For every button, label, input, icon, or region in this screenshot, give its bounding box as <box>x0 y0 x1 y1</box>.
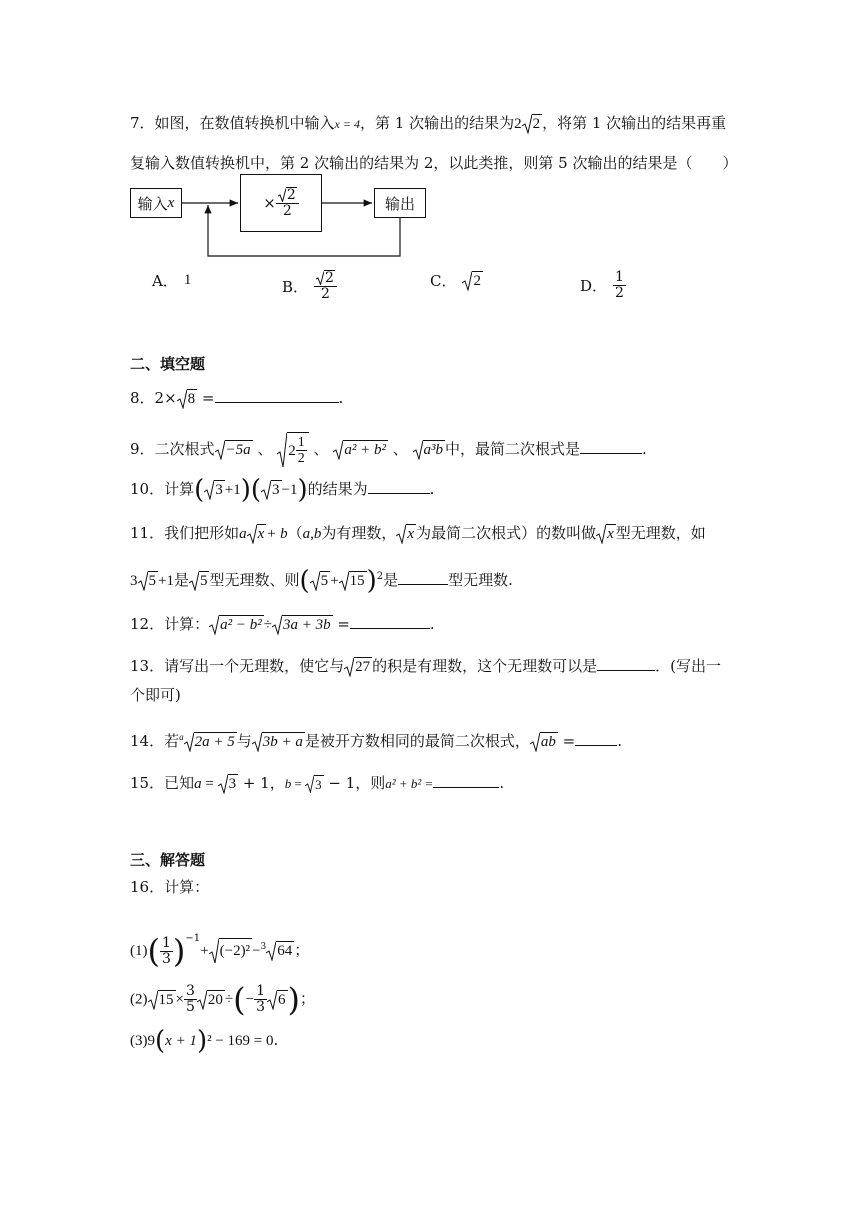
q15-end: . <box>499 774 505 792</box>
q14-equals: = <box>557 732 576 750</box>
q15-a-var: a <box>194 776 202 792</box>
option-a-value: 1 <box>183 272 192 288</box>
q16-p2-radicand-2: 20 <box>207 991 223 1008</box>
question-10: 10．计算( 3 +1)( 3 −1)的结果为 . <box>130 475 435 505</box>
q11-l2-radicand-2: 5 <box>199 573 208 589</box>
question-16-part-2: (2) 15 × $\frac{3}{5}$ 20 ÷(− $\frac{1}{3}$ 6 )； <box>130 980 315 1019</box>
question-8: 8．2× 8 = . <box>130 389 344 407</box>
q10-radical-1 <box>204 480 225 500</box>
output-label: 输出 <box>384 194 415 213</box>
option-b <box>282 270 337 302</box>
q16-p2-radical-1 <box>148 990 176 1010</box>
q16-p3-inner: x + 1 <box>165 1033 197 1049</box>
q11-l2-plus: + <box>330 573 339 589</box>
q9-mixed-den: 2 <box>297 451 305 466</box>
q16-p1-exponent: −1 <box>185 933 201 944</box>
operation-denominator: 2 <box>282 203 292 219</box>
option-d-denominator: 2 <box>615 285 624 301</box>
q15-expression: a² + b² = <box>385 776 434 791</box>
q16-p1-radical <box>209 938 252 964</box>
q16-p3-end: . <box>273 1031 279 1049</box>
q11-l2-radicand-3: 5 <box>320 573 329 589</box>
q16-p2-gnum: 1 <box>256 983 265 999</box>
q11-l2-radicand-4: 15 <box>349 573 365 589</box>
q14-radical-1 <box>184 732 237 752</box>
q11-radical-x <box>396 524 416 544</box>
q14-text-c: 是被开方数相同的最简二次根式， <box>304 732 530 750</box>
q14-text-b: 与 <box>236 732 252 750</box>
q16-p3-number: (3) <box>130 1033 148 1049</box>
q7-text-a: 7．如图，在数值转换机中输入 <box>130 114 335 132</box>
q16-p1-radicand: (−2)² <box>219 938 252 964</box>
q16-p2-fraction-1 <box>184 984 197 1015</box>
q9-text-a: 9．二次根式 <box>130 440 215 458</box>
q9-sep-2: 、 <box>313 440 329 458</box>
q16-p2-radicand-3: 6 <box>278 991 286 1008</box>
q16-p2-fden: 5 <box>185 999 195 1015</box>
q15-radical-1 <box>218 774 239 794</box>
q10-minus: −1 <box>281 482 298 498</box>
input-var: x <box>167 194 175 211</box>
q14-end: . <box>617 732 622 750</box>
question-16-title: 16．计算： <box>130 878 210 896</box>
q7-first-output-radicand: 2 <box>532 116 541 132</box>
q15-radical-2 <box>305 775 324 794</box>
option-c-radicand: 2 <box>473 272 481 289</box>
q16-p2-end: ； <box>299 989 315 1008</box>
q11-radical-x2 <box>596 524 616 544</box>
q11-l2-radical-1 <box>138 571 159 591</box>
option-c-radical <box>462 271 483 291</box>
operation-radicand: 2 <box>286 187 296 203</box>
q16-p3-coef: 9 <box>147 1033 155 1049</box>
q11-l2-coef: 3 <box>130 573 138 589</box>
q13-radicand: 27 <box>355 659 371 675</box>
option-b-letter: B． <box>282 277 309 296</box>
q11-text-c: 为有理数， <box>321 524 397 542</box>
q10-radicand-2: 3 <box>272 482 280 498</box>
q13-answer-blank[interactable] <box>597 656 655 671</box>
q13-text-c: ．(写出一 <box>655 657 721 675</box>
q16-p1-fraction <box>160 936 173 967</box>
q7-text-c: ，将第 1 次输出的结果再重 <box>542 114 727 132</box>
q7-text-b: ，第 1 次输出的结果为 <box>359 114 515 132</box>
q9-mixed-whole: 2 <box>288 442 296 459</box>
q9-radicand-4: a³b <box>423 442 444 458</box>
q10-plus: +1 <box>224 482 241 498</box>
q15-b-var: b <box>284 776 292 791</box>
q16-p1-number: (1) <box>130 943 148 959</box>
question-9 <box>130 432 647 468</box>
diagram-arrows <box>0 0 860 300</box>
option-b-fraction <box>314 270 337 302</box>
q12-radicand-1: a² − b² <box>220 617 262 633</box>
q11-answer-blank[interactable] <box>398 570 448 585</box>
option-b-radicand: 2 <box>325 270 334 286</box>
q12-end: . <box>429 615 435 633</box>
section-3-title: 三、解答题 <box>130 851 206 869</box>
q9-text-b: 中，最简二次根式是 <box>445 440 581 458</box>
q9-end: . <box>642 440 647 458</box>
q10-end: . <box>429 480 435 498</box>
q16-p1-plus: + <box>200 943 209 959</box>
q11-l2-text-b: +1是 <box>158 573 189 589</box>
q8-text: 8．2× <box>130 389 177 407</box>
q16-p2-fnum: 3 <box>185 983 195 999</box>
option-c-letter: C． <box>430 272 457 290</box>
q11-expr-x: x <box>257 526 265 542</box>
q9-sep-3: 、 <box>392 440 408 458</box>
option-d <box>580 270 626 301</box>
q14-root-index: a <box>179 732 184 742</box>
q15-eq-2: = <box>291 776 306 791</box>
input-label: 输入 <box>137 194 168 213</box>
q16-p2-fraction-2 <box>254 984 267 1015</box>
q11-text-a: 11．我们把形如 <box>130 524 240 542</box>
q16-p1-root-index: 3 <box>260 942 267 952</box>
q10-text-a: 10．计算 <box>130 480 195 498</box>
option-a <box>152 270 191 291</box>
q16-p1-minus: − <box>252 943 261 959</box>
q13-text-b: 的积是有理数，这个无理数可以是 <box>372 657 598 675</box>
q16-p1-cube-root <box>266 941 294 961</box>
q13-text-a: 13．请写出一个无理数，使它与 <box>130 657 345 675</box>
q12-equals: = <box>332 615 350 633</box>
q8-answer-blank[interactable] <box>215 388 339 403</box>
q11-x2: x <box>607 526 614 542</box>
q11-l2-radical-4 <box>339 571 367 591</box>
q10-answer-blank[interactable] <box>368 479 430 494</box>
q11-x: x <box>407 526 415 542</box>
q12-answer-blank[interactable] <box>350 614 430 629</box>
q12-radical-1 <box>209 615 264 635</box>
q16-p2-neg: − <box>245 991 255 1008</box>
q16-p2-div: ÷ <box>224 991 234 1008</box>
option-d-numerator: 1 <box>615 269 624 285</box>
q16-p2-times: × <box>175 991 184 1008</box>
q11-expr-radical <box>247 524 267 544</box>
q12-div: ÷ <box>263 617 272 633</box>
q11-l2-radical-3 <box>310 571 331 591</box>
q11-l2-text-d: 是 <box>383 571 399 589</box>
q8-equals: = <box>197 389 215 407</box>
q16-p1-end: ； <box>294 941 310 959</box>
q16-p2-radical-3 <box>267 990 288 1010</box>
question-12 <box>130 613 435 636</box>
q11-text-d: 为最简二次根式）的数叫做 <box>416 524 597 542</box>
q16-p2-radical-2 <box>197 990 225 1010</box>
q15-minus-2: − 1，则 <box>323 774 386 792</box>
q9-sep-1: 、 <box>257 440 273 458</box>
q11-l2-text-e: 型无理数. <box>448 571 513 589</box>
q15-eq-1: = <box>201 776 218 792</box>
q9-radicand-3: a² + b² <box>344 442 386 458</box>
q14-answer-blank[interactable] <box>575 731 617 746</box>
q11-ab: a,b <box>302 526 322 542</box>
question-13-line-2: 个即可) <box>130 686 181 704</box>
q9-mixed-num: 1 <box>297 435 305 450</box>
q15-plus-1: + 1， <box>238 774 285 792</box>
q9-radical-4 <box>413 440 446 460</box>
q9-radical-1 <box>215 440 253 460</box>
question-14 <box>130 726 622 752</box>
q11-expr-b: + b <box>266 526 288 542</box>
q9-radical-3 <box>333 440 388 460</box>
q11-l2-radicand-1: 5 <box>148 573 156 589</box>
q16-p3-rest: ² − 169 = 0 <box>207 1033 274 1049</box>
q16-p1-num: 1 <box>161 934 171 951</box>
q13-radical <box>344 657 372 677</box>
q9-answer-blank[interactable] <box>580 439 642 454</box>
q8-radicand: 8 <box>187 391 196 407</box>
q11-expr-a: a <box>239 526 247 542</box>
q10-text-b: 的结果为 <box>307 480 368 498</box>
q15-radicand-2: 3 <box>315 776 322 792</box>
q15-text-a: 15．已知 <box>130 774 195 792</box>
q7-input-value: x = 4 <box>334 117 360 131</box>
q11-l2-radical-2 <box>189 571 210 591</box>
option-b-denominator: 2 <box>321 286 330 302</box>
q9-radicand-1: −5a <box>225 442 251 458</box>
q16-p2-number: (2) <box>130 991 148 1008</box>
q14-radicand-2: 3b + a <box>262 734 303 750</box>
q15-radicand-1: 3 <box>228 776 237 792</box>
q7-first-output-coef: 2 <box>514 116 522 132</box>
q12-radicand-2: 3a + 3b <box>282 617 331 633</box>
q16-p2-gden: 3 <box>256 999 265 1015</box>
q14-radical-2 <box>252 732 305 752</box>
option-d-fraction <box>613 270 626 301</box>
section-2-title: 二、填空题 <box>130 355 206 373</box>
q14-radicand-3: ab <box>540 734 556 750</box>
q16-p2-radicand-1: 15 <box>158 991 174 1008</box>
q12-text-a: 12．计算： <box>130 615 210 633</box>
question-11-line-1 <box>130 522 706 545</box>
q14-radicand-1: 2a + 5 <box>194 734 235 750</box>
q9-radical-2 <box>277 432 309 468</box>
q11-text-e: 型无理数，如 <box>615 524 706 542</box>
q9-mixed-fraction <box>296 435 307 466</box>
q16-p1-den: 3 <box>161 950 171 967</box>
q12-radical-2 <box>272 615 333 635</box>
q10-radicand-1: 3 <box>215 482 223 498</box>
option-d-letter: D． <box>580 277 608 295</box>
q11-text-b: （ <box>287 524 303 542</box>
question-16-part-3: (3)9(x + 1)² − 169 = 0. <box>130 1026 279 1056</box>
question-15 <box>130 772 504 795</box>
q16-p1-cube-radicand: 64 <box>277 943 293 959</box>
question-7-line-2: 复输入数值转换机中，第 2 次输出的结果为 2，以此类推，则第 5 次输出的结果是（ ） <box>130 154 738 172</box>
q11-l2-text-c: 型无理数、则 <box>209 571 300 589</box>
q15-answer-blank[interactable] <box>433 773 499 788</box>
q14-radical-3 <box>530 732 558 752</box>
q8-radical <box>177 389 198 409</box>
question-16-part-1: (1)( $\frac{1}{3}$ )$^{-1}$+ (−2)² −$^3$ 64 ； <box>130 932 310 970</box>
option-c <box>430 270 483 291</box>
question-11-line-2: 3 5 +1是 5 型无理数、则( 5 + 15 )$^2$是 型无理数. <box>130 566 513 596</box>
operation-times: × <box>263 194 276 212</box>
q10-radical-2 <box>261 480 282 500</box>
q14-text-a: 14．若 <box>130 732 180 750</box>
question-13-line-1 <box>130 655 721 677</box>
option-a-letter: A． <box>152 272 178 290</box>
